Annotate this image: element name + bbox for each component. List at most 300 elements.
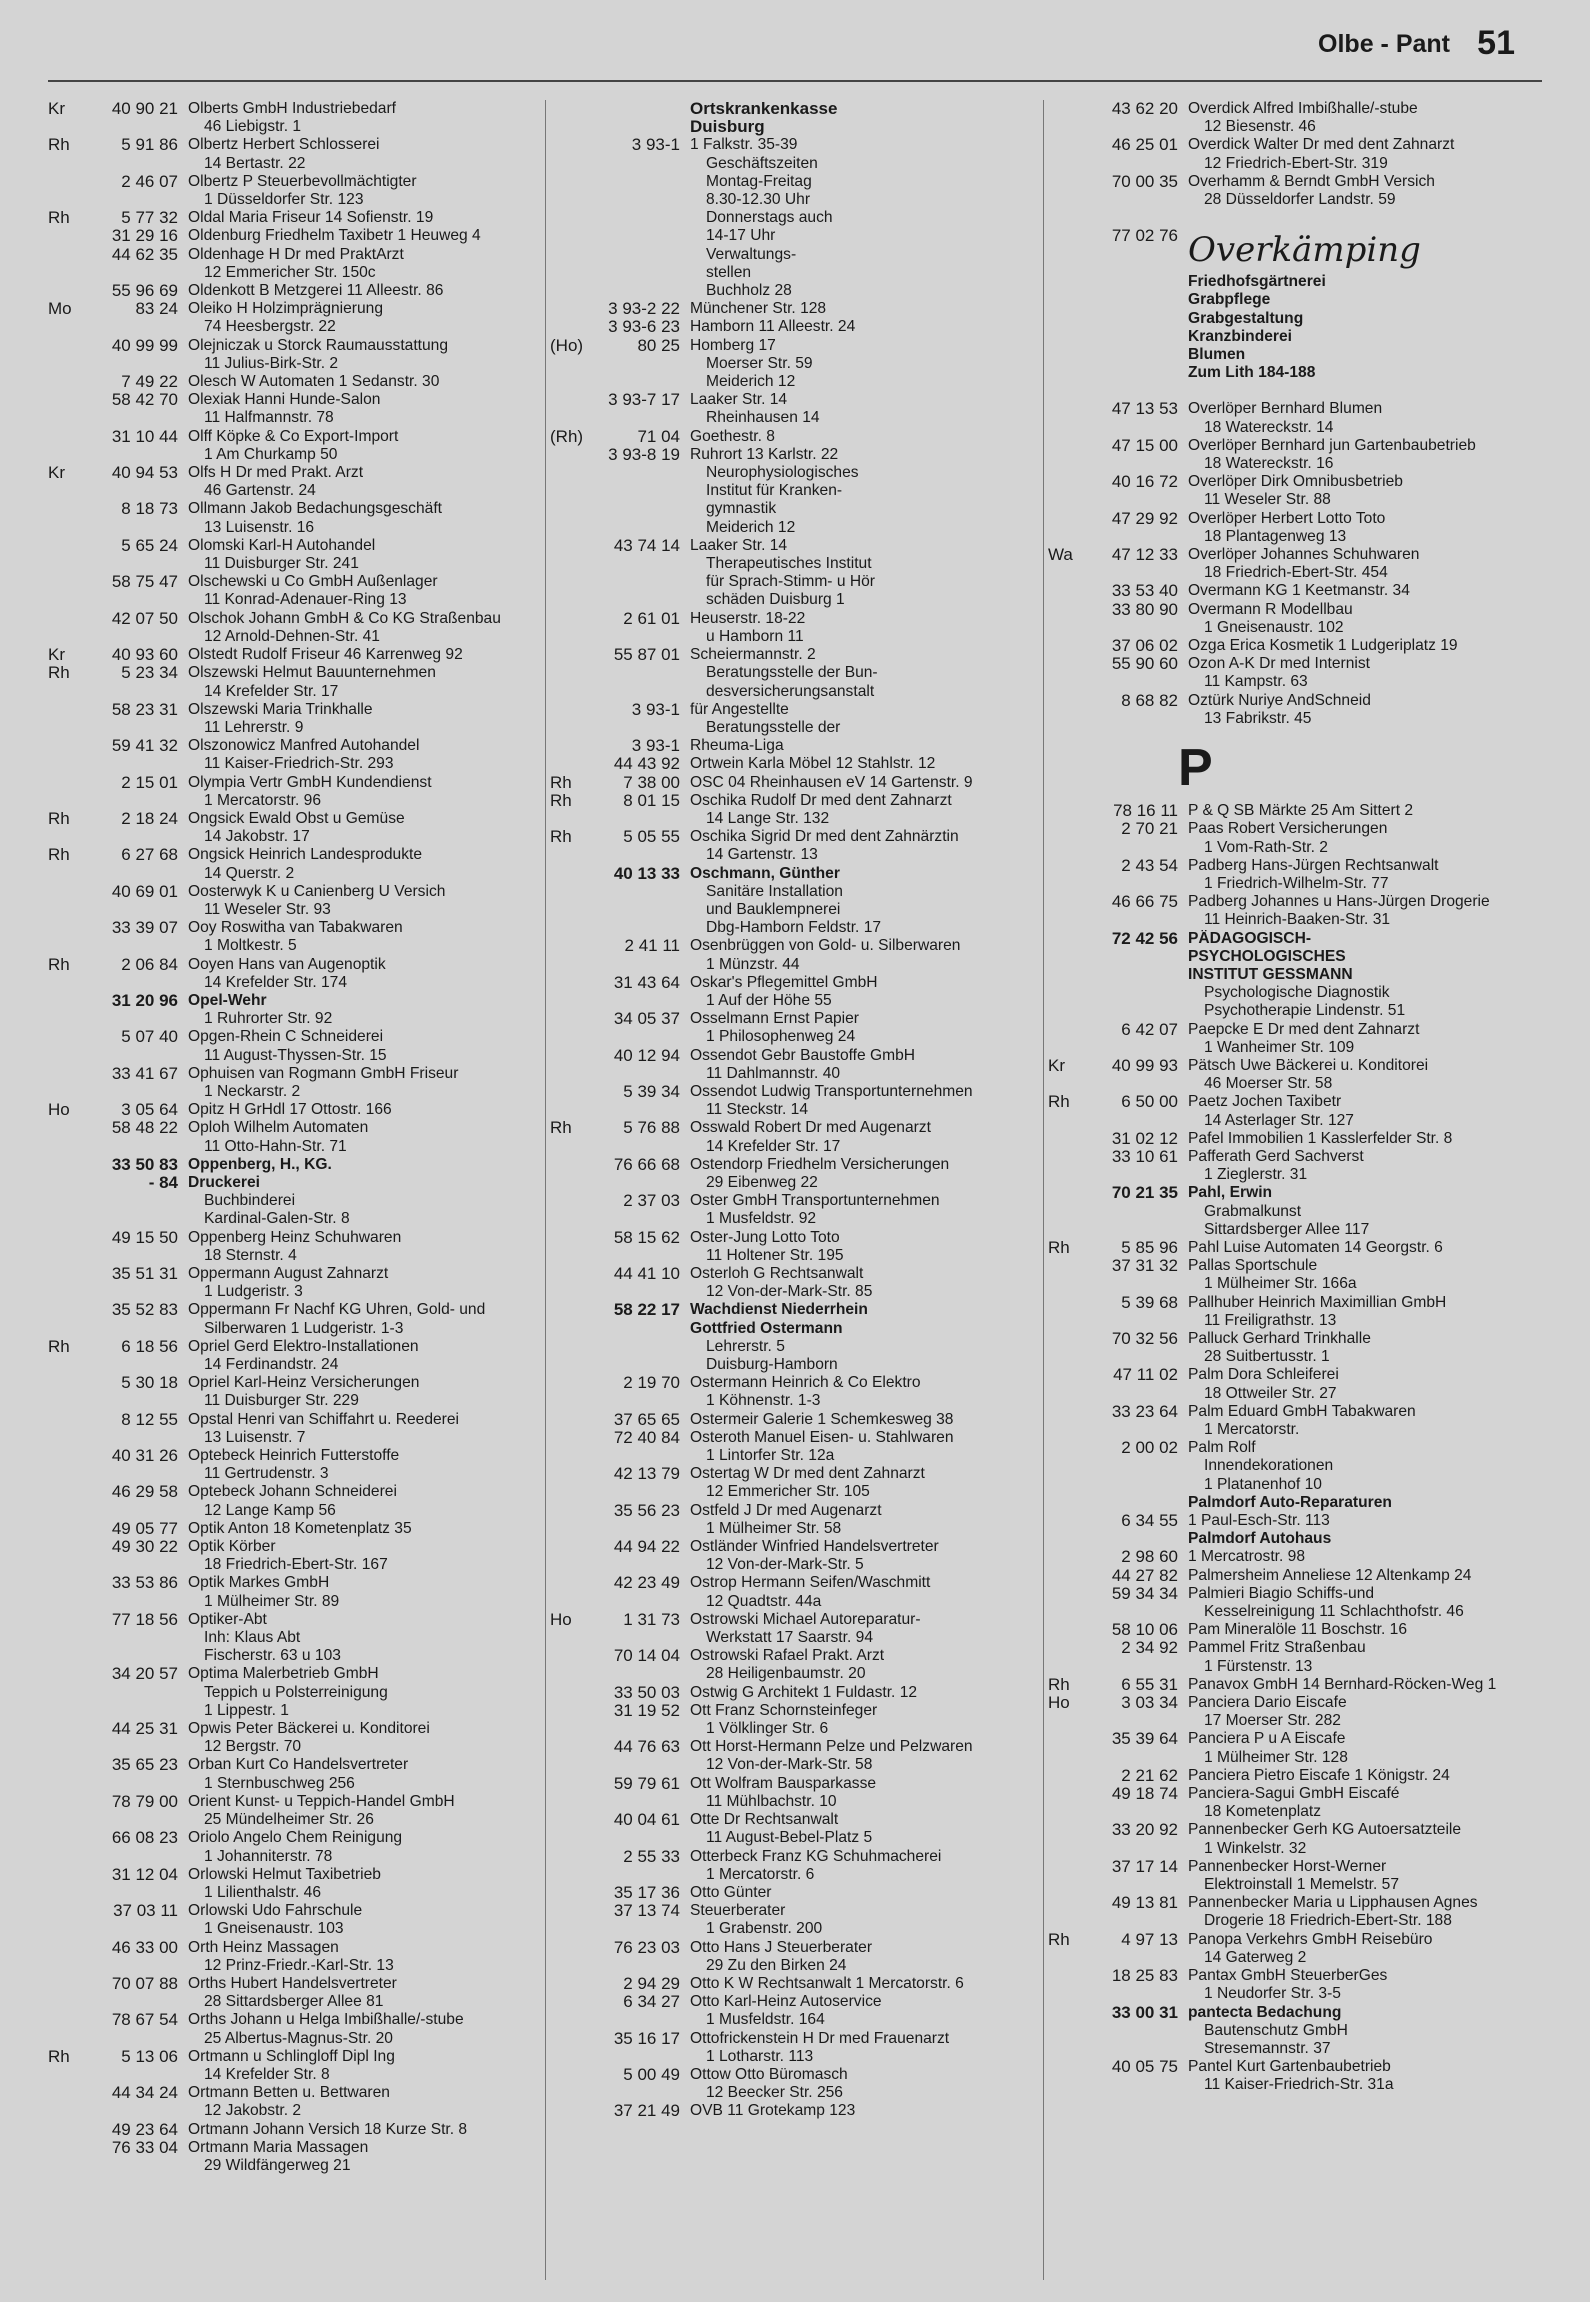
phone-number — [1086, 455, 1188, 473]
listing-detail-line — [48, 719, 543, 737]
district-code — [48, 883, 86, 901]
phone-number: 76 33 04 — [111, 2137, 178, 2157]
listing-text: Verwaltungs- — [706, 245, 797, 263]
listing-text: Pahl, Erwin — [1188, 1184, 1273, 1202]
phone-number: 5 39 34 — [623, 1081, 680, 1101]
listing-detail-line — [48, 1283, 543, 1301]
listing-column-1 — [48, 100, 543, 2285]
district-code — [48, 1756, 86, 1774]
listing-text: Ott Horst-Hermann Pelze und Pelzwaren — [690, 1738, 973, 1756]
district-code — [550, 391, 588, 409]
phone-number — [1086, 1803, 1188, 1821]
listing-detail-line — [48, 1920, 543, 1938]
phone-number: 44 62 35 — [111, 244, 178, 264]
listing-text: Osteroth Manuel Eisen- u. Stahlwaren — [690, 1428, 954, 1446]
phone-number: 72 40 84 — [613, 1427, 680, 1447]
listing-text: Münchener Str. 128 — [690, 300, 827, 318]
phone-number: 8 01 15 — [623, 790, 680, 810]
listing-text: Padberg Johannes u Hans-Jürgen Drogerie — [1188, 893, 1490, 911]
listing-text: 12 Von-der-Mark-Str. 85 — [706, 1283, 873, 1301]
listing-entry — [550, 1848, 1040, 1866]
district-code — [1048, 619, 1086, 637]
listing-text: Panciera P u A Eiscafe — [1188, 1730, 1346, 1748]
phone-number — [1086, 491, 1188, 509]
district-code — [1048, 528, 1086, 546]
listing-detail-line — [550, 1247, 1040, 1265]
phone-number — [588, 1756, 690, 1774]
district-code — [1048, 984, 1086, 1002]
listing-text: 1 Mercatorstr. 96 — [204, 791, 321, 809]
district-code — [48, 1829, 86, 1847]
listing-text: Oztürk Nuriye AndSchneid — [1188, 691, 1371, 709]
listing-detail-line — [48, 974, 543, 992]
listing-entry — [48, 1028, 543, 1046]
listing-entry — [1048, 857, 1543, 875]
listing-entry — [1048, 1567, 1543, 1585]
phone-number — [588, 573, 690, 591]
listing-detail-line — [550, 1138, 1040, 1156]
listing-text: Palmersheim Anneliese 12 Altenkamp 24 — [1188, 1566, 1472, 1584]
listing-entry — [48, 464, 543, 482]
district-code — [48, 246, 86, 264]
district-code — [1048, 2058, 1086, 2076]
listing-text: 1 Mülheimer Str. 89 — [204, 1592, 340, 1610]
listing-entry — [48, 1538, 543, 1556]
listing-text: 25 Mündelheimer Str. 26 — [204, 1811, 374, 1829]
listing-entry — [48, 1939, 543, 1957]
listing-text: 12 Arnold-Dehnen-Str. 41 — [204, 627, 380, 645]
listing-text: 12 Biesenstr. 46 — [1204, 118, 1316, 136]
district-code — [48, 1138, 86, 1156]
phone-number: 76 23 03 — [613, 1937, 680, 1957]
listing-entry — [48, 2121, 543, 2139]
listing-text: Neurophysiologisches — [706, 464, 859, 482]
listing-text: Pannenbecker Maria u Lipphausen Agnes — [1188, 1894, 1478, 1912]
listing-text: Orient Kunst- u Teppich-Handel GmbH — [188, 1792, 455, 1810]
listing-text: Ostermeir Galerie 1 Schemkesweg 38 — [690, 1410, 954, 1428]
phone-number: 3 93-1 — [631, 736, 680, 756]
listing-text: Rheinhausen 14 — [706, 409, 820, 427]
listing-detail-line — [550, 1483, 1040, 1501]
phone-number — [1086, 1221, 1188, 1239]
district-code — [48, 919, 86, 937]
listing-text: Pafferath Gerd Sachverst — [1188, 1147, 1364, 1165]
listing-detail-line — [1048, 1348, 1543, 1366]
phone-number — [86, 628, 188, 646]
district-code — [48, 719, 86, 737]
listing-text: Pätsch Uwe Bäckerei u. Konditorei — [1188, 1056, 1429, 1074]
listing-entry — [1048, 930, 1543, 948]
phone-number — [86, 264, 188, 282]
phone-number — [1086, 1348, 1188, 1366]
phone-number: 5 91 86 — [121, 135, 178, 155]
district-code — [550, 1320, 588, 1338]
phone-number: 1 31 73 — [623, 1609, 680, 1629]
listing-entry — [48, 737, 543, 755]
listing-entry — [550, 318, 1040, 336]
listing-text: 1 Mercatrostr. 98 — [1188, 1548, 1305, 1566]
listing-text: 1 Vom-Rath-Str. 2 — [1204, 838, 1328, 856]
listing-detail-line — [48, 1884, 543, 1902]
phone-number: 40 13 33 — [613, 863, 680, 883]
listing-entry — [1048, 1021, 1543, 1039]
listing-text: Olbertz Herbert Schlosserei — [188, 136, 380, 154]
listing-detail-line — [550, 1065, 1040, 1083]
district-code: Rh — [48, 954, 70, 974]
listing-entry — [1048, 1403, 1543, 1421]
listing-text: 11 Steckstr. 14 — [706, 1101, 808, 1119]
listing-text: Orlowski Udo Fahrschule — [188, 1902, 363, 1920]
listing-detail-line — [1048, 911, 1543, 929]
district-code — [48, 2157, 86, 2175]
phone-number: 2 46 07 — [121, 171, 178, 191]
listing-entry — [48, 173, 543, 191]
phone-number: 58 23 31 — [111, 699, 178, 719]
listing-entry — [48, 646, 543, 664]
listing-text: 11 Halfmannstr. 78 — [204, 409, 334, 427]
district-code — [550, 155, 588, 173]
district-code — [1048, 1967, 1086, 1985]
listing-text: 1 Gneisenaustr. 102 — [1204, 618, 1344, 636]
listing-text: Geschäftszeiten — [706, 154, 818, 172]
phone-number — [1086, 1876, 1188, 1894]
phone-number: 59 41 32 — [111, 736, 178, 756]
listing-text: Scheiermannstr. 2 — [690, 646, 816, 664]
listing-text: OSC 04 Rheinhausen eV 14 Gartenstr. 9 — [690, 773, 973, 791]
listing-text: 1 Ludgeristr. 3 — [204, 1283, 303, 1301]
column-divider — [545, 100, 546, 2280]
phone-number — [86, 974, 188, 992]
district-code — [550, 1593, 588, 1611]
phone-number: 70 21 35 — [1111, 1183, 1178, 1203]
listing-text: Lehrerstr. 5 — [706, 1337, 785, 1355]
district-code — [1048, 2076, 1086, 2094]
district-code: Rh — [1048, 1092, 1070, 1112]
listing-entry — [550, 774, 1040, 792]
listing-text: Orths Hubert Handelsvertreter — [188, 1974, 397, 1992]
phone-number: 4 97 13 — [1121, 1929, 1178, 1949]
listing-entry — [48, 2139, 543, 2157]
listing-detail-line — [48, 1138, 543, 1156]
listing-text: Werkstatt 17 Saarstr. 94 — [706, 1629, 873, 1647]
district-code — [48, 2084, 86, 2102]
listing-entry — [48, 573, 543, 591]
listing-entry — [1048, 1931, 1543, 1949]
district-code — [1048, 291, 1086, 309]
listing-entry — [1048, 948, 1543, 966]
district-code — [48, 1665, 86, 1683]
phone-number: 35 56 23 — [613, 1500, 680, 1520]
phone-number — [86, 1993, 188, 2011]
phone-number — [86, 318, 188, 336]
phone-number — [1086, 2040, 1188, 2058]
listing-text: Orth Heinz Massagen — [188, 1938, 339, 1956]
listing-text: für Sprach-Stimm- u Hör — [706, 573, 875, 591]
listing-text: Psychotherapie Lindenstr. 51 — [1204, 1002, 1406, 1020]
listing-detail-line — [1048, 1275, 1543, 1293]
listing-entry — [48, 1065, 543, 1083]
listing-detail-line — [550, 282, 1040, 300]
listing-detail-line — [1048, 1749, 1543, 1767]
listing-entry — [1048, 173, 1543, 191]
phone-number: 5 76 88 — [623, 1118, 680, 1138]
listing-text: 46 Liebigstr. 1 — [204, 118, 302, 136]
district-code — [550, 1793, 588, 1811]
listing-text: Palm Rolf — [1188, 1439, 1256, 1457]
listing-text: Otto Günter — [690, 1883, 772, 1901]
listing-text: Friedhofsgärtnerei — [1188, 273, 1326, 291]
district-code — [48, 1065, 86, 1083]
listing-text: Pantel Kurt Gartenbaubetrieb — [1188, 2058, 1391, 2076]
district-code — [48, 1520, 86, 1538]
phone-number: 55 90 60 — [1111, 654, 1178, 674]
phone-number: 40 16 72 — [1111, 472, 1178, 492]
phone-number: 31 02 12 — [1111, 1128, 1178, 1148]
phone-number — [588, 1665, 690, 1683]
listing-entry — [1048, 2004, 1543, 2022]
district-code — [550, 1247, 588, 1265]
phone-number: 58 75 47 — [111, 572, 178, 592]
listing-text: Padberg Hans-Jürgen Rechtsanwalt — [1188, 856, 1439, 874]
phone-number: 6 55 31 — [1121, 1674, 1178, 1694]
phone-number — [86, 1684, 188, 1702]
district-code — [48, 1356, 86, 1374]
district-code — [550, 209, 588, 227]
district-code — [1048, 1439, 1086, 1457]
listing-detail-line — [1048, 1203, 1543, 1221]
listing-detail-line — [1048, 710, 1543, 728]
district-code: Kr — [48, 463, 65, 483]
listing-text: Olympia Vertr GmbH Kundendienst — [188, 773, 432, 791]
listing-detail-line — [48, 628, 543, 646]
listing-entry — [1048, 966, 1543, 984]
district-code — [1048, 1294, 1086, 1312]
listing-detail-line — [48, 937, 543, 955]
listing-text: Ollmann Jakob Bedachungsgeschäft — [188, 500, 442, 518]
district-code — [550, 1684, 588, 1702]
phone-number — [588, 992, 690, 1010]
district-code — [550, 1465, 588, 1483]
listing-detail-line — [550, 1392, 1040, 1410]
district-code — [1048, 1275, 1086, 1293]
phone-number: 33 23 64 — [1111, 1401, 1178, 1421]
phone-number — [588, 118, 690, 136]
listing-detail-line — [1048, 1385, 1543, 1403]
phone-number — [86, 1556, 188, 1574]
phone-number — [1086, 2022, 1188, 2040]
phone-number — [588, 683, 690, 701]
district-code — [48, 1975, 86, 1993]
district-code — [1048, 100, 1086, 118]
listing-entry — [550, 1738, 1040, 1756]
listing-text: Optebeck Johann Schneiderei — [188, 1483, 397, 1501]
phone-number — [86, 1210, 188, 1228]
phone-number: 59 79 61 — [613, 1773, 680, 1793]
listing-entry — [1048, 1184, 1543, 1202]
phone-number — [86, 683, 188, 701]
listing-text: 11 Julius-Birk-Str. 2 — [204, 354, 339, 372]
phone-number — [588, 246, 690, 264]
district-code — [550, 1174, 588, 1192]
phone-number: 42 07 50 — [111, 608, 178, 628]
district-code — [1048, 1421, 1086, 1439]
listing-entry — [550, 865, 1040, 883]
listing-text: Palm Eduard GmbH Tabakwaren — [1188, 1402, 1416, 1420]
district-code — [48, 792, 86, 810]
phone-number — [86, 191, 188, 209]
listing-entry — [48, 1156, 543, 1174]
listing-text: Ostrowski Rafael Prakt. Arzt — [690, 1647, 885, 1665]
listing-entry — [48, 1665, 543, 1683]
district-code — [48, 1411, 86, 1429]
phone-number: 2 19 70 — [623, 1373, 680, 1393]
phone-number — [588, 1101, 690, 1119]
listing-text: 12 Prinz-Friedr.-Karl-Str. 13 — [204, 1956, 394, 1974]
phone-number: 2 34 92 — [1121, 1638, 1178, 1658]
phone-number — [588, 1447, 690, 1465]
listing-text: 1 Winkelstr. 32 — [1204, 1839, 1307, 1857]
listing-entry — [48, 664, 543, 682]
listing-entry — [1048, 1439, 1543, 1457]
listing-detail-line — [550, 719, 1040, 737]
listing-text: Psychologische Diagnostik — [1204, 984, 1390, 1002]
listing-text: Gottfried Ostermann — [690, 1319, 843, 1337]
phone-number: 76 66 68 — [613, 1154, 680, 1174]
district-code: Rh — [1048, 1674, 1070, 1694]
phone-number: 2 94 29 — [623, 1973, 680, 1993]
listing-text: Pantax GmbH SteuerberGes — [1188, 1967, 1388, 1985]
listing-entry — [48, 2084, 543, 2102]
district-code — [1048, 1894, 1086, 1912]
listing-detail-line — [48, 683, 543, 701]
district-code — [550, 191, 588, 209]
district-code — [550, 664, 588, 682]
listing-text: Heuserstr. 18-22 — [690, 609, 806, 627]
listing-text: Ostrowski Michael Autoreparatur- — [690, 1610, 921, 1628]
listing-text: 1 Fürstenstr. 13 — [1204, 1657, 1313, 1675]
listing-text: Overmann R Modellbau — [1188, 600, 1353, 618]
district-code — [48, 118, 86, 136]
listing-entry — [550, 974, 1040, 992]
listing-detail-line — [1048, 1476, 1543, 1494]
district-code — [48, 1793, 86, 1811]
listing-text: 12 Emmericher Str. 150c — [204, 263, 376, 281]
district-code — [48, 1902, 86, 1920]
phone-number — [86, 901, 188, 919]
listing-entry — [550, 1265, 1040, 1283]
listing-text: Oppermann August Zahnarzt — [188, 1265, 389, 1282]
phone-number — [588, 846, 690, 864]
listing-text: 12 Friedrich-Ebert-Str. 319 — [1204, 154, 1388, 172]
district-code — [1048, 364, 1086, 382]
listing-text: 1 Lippestr. 1 — [204, 1701, 289, 1719]
listing-entry — [48, 701, 543, 719]
phone-number: 33 39 07 — [111, 918, 178, 938]
phone-number — [86, 155, 188, 173]
district-code — [550, 937, 588, 955]
phone-number: 37 06 02 — [1111, 636, 1178, 656]
listing-detail-line — [1048, 673, 1543, 691]
listing-text: Ooyen Hans van Augenoptik — [188, 955, 386, 973]
phone-number — [1086, 1166, 1188, 1184]
listing-detail-line — [48, 1429, 543, 1447]
listing-entry — [1048, 546, 1543, 564]
listing-text: Opriel Karl-Heinz Versicherungen — [188, 1374, 420, 1392]
district-code — [550, 2102, 588, 2120]
listing-text: 11 Freiligrathstr. 13 — [1204, 1311, 1337, 1329]
listing-text: Stresemannstr. 37 — [1204, 2039, 1331, 2057]
phone-number — [1086, 419, 1188, 437]
listing-detail-line — [48, 1210, 543, 1228]
listing-text: Oppenberg Heinz Schuhwaren — [188, 1228, 402, 1246]
listing-text: 1 Moltkestr. 5 — [204, 937, 297, 955]
district-code — [48, 1247, 86, 1265]
phone-number: 43 62 20 — [1111, 100, 1178, 118]
phone-number: 33 53 40 — [1111, 581, 1178, 601]
listing-entry — [550, 1374, 1040, 1392]
district-code — [550, 300, 588, 318]
listing-text: Olomski Karl-H Autohandel — [188, 536, 376, 554]
listing-text: Olfs H Dr med Prakt. Arzt — [188, 464, 364, 482]
listing-detail-line — [550, 264, 1040, 282]
district-code — [1048, 1457, 1086, 1475]
district-code — [1048, 1257, 1086, 1275]
listing-entry — [550, 1884, 1040, 1902]
listing-text: Overlöper Herbert Lotto Toto — [1188, 509, 1386, 527]
listing-text: 18 Sternstr. 4 — [204, 1246, 297, 1264]
phone-number — [1086, 1275, 1188, 1293]
listing-entry — [1048, 100, 1543, 118]
district-code — [550, 1265, 588, 1283]
listing-text: Ostendorp Friedhelm Versicherungen — [690, 1155, 950, 1173]
district-code — [1048, 1585, 1086, 1603]
listing-text: 12 Von-der-Mark-Str. 5 — [706, 1556, 864, 1574]
district-code — [48, 191, 86, 209]
listing-detail-line — [550, 355, 1040, 373]
district-code — [48, 1884, 86, 1902]
listing-entry — [1048, 802, 1543, 820]
listing-text: Optik Körber — [188, 1538, 276, 1556]
listing-text: Grabmalkunst — [1204, 1202, 1302, 1220]
listing-detail-line — [48, 1192, 543, 1210]
listing-detail-line — [1048, 2022, 1543, 2040]
listing-text: Ruhrort 13 Karlstr. 22 — [690, 445, 839, 463]
phone-number: 49 18 74 — [1111, 1784, 1178, 1804]
listing-text: Palluck Gerhard Trinkhalle — [1188, 1329, 1371, 1347]
phone-number: 58 42 70 — [111, 390, 178, 410]
district-code: Rh — [48, 808, 70, 828]
district-code — [550, 628, 588, 646]
listing-entry — [550, 646, 1040, 664]
phone-number: 44 27 82 — [1111, 1565, 1178, 1585]
district-code — [48, 1265, 86, 1283]
listing-entry — [550, 1684, 1040, 1702]
phone-number — [1086, 1385, 1188, 1403]
phone-number — [1086, 564, 1188, 582]
listing-entry — [550, 1902, 1040, 1920]
phone-number: 49 13 81 — [1111, 1893, 1178, 1913]
phone-number: 2 55 33 — [623, 1846, 680, 1866]
district-code — [48, 1119, 86, 1137]
district-code — [48, 318, 86, 336]
district-code — [48, 701, 86, 719]
listing-text: 14 Krefelder Str. 174 — [204, 973, 348, 991]
listing-heading: Duisburg — [690, 118, 765, 137]
listing-detail-line — [48, 191, 543, 209]
listing-text: Grabgestaltung — [1188, 309, 1304, 327]
listing-text: Silberwaren 1 Ludgeristr. 1-3 — [204, 1319, 404, 1337]
listing-detail-line — [1048, 1312, 1543, 1330]
